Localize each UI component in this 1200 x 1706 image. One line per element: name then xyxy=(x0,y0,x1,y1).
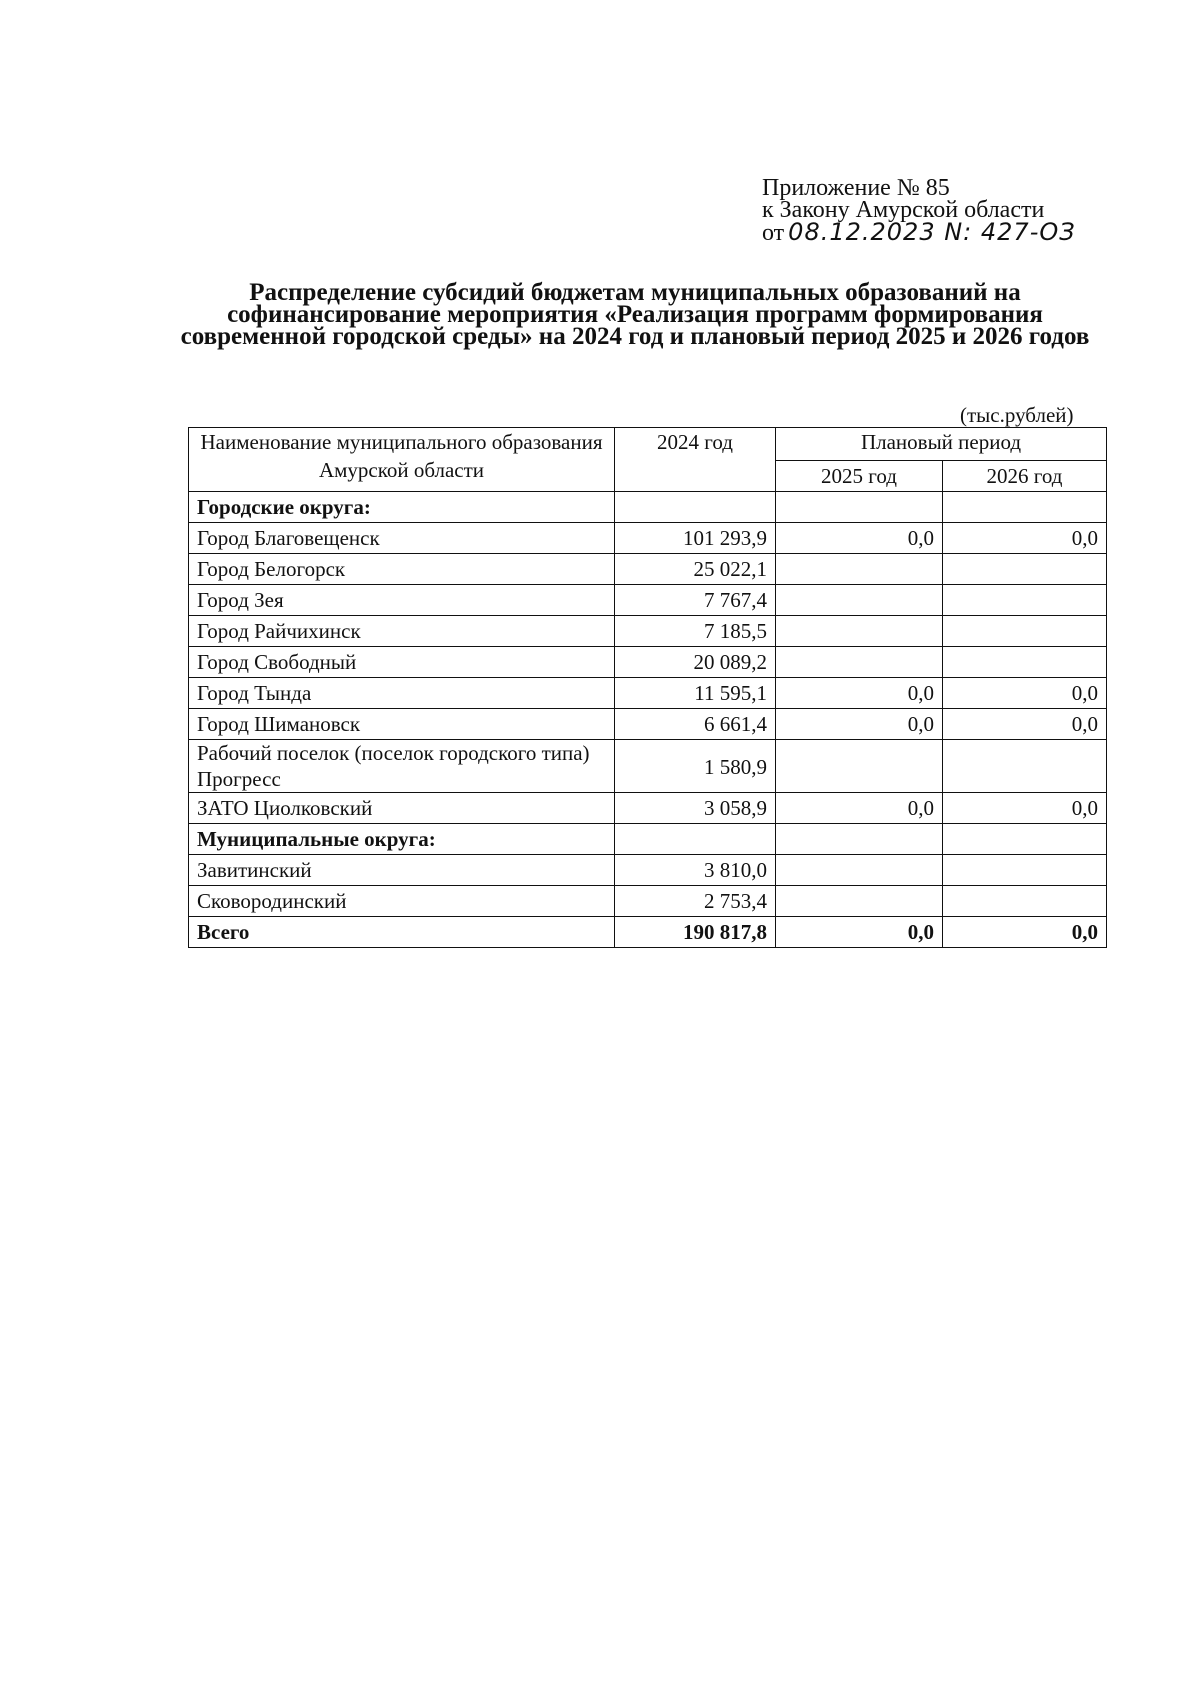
cell-value-2026: 0,0 xyxy=(943,793,1107,824)
subsidy-table xyxy=(188,427,1107,948)
cell-value-2024: 6 661,4 xyxy=(615,709,776,740)
cell-value-2026: 0,0 xyxy=(943,917,1107,948)
cell-value-2026 xyxy=(943,855,1107,886)
table-row xyxy=(189,740,1107,793)
document-title: Распределение субсидий бюджетам муниципальных образований на софинансирование мероприятия «Реализация программ формирования современной городской среды» на 2024 год и плановый период 2025 и 2026 годов xyxy=(180,279,1090,350)
header-year-2025: 2025 год xyxy=(776,461,943,492)
cell-value-2024: 3 810,0 xyxy=(615,855,776,886)
cell-municipality-name: Город Тында xyxy=(189,678,615,709)
cell-value-2025 xyxy=(776,585,943,616)
header-year-2026: 2026 год xyxy=(943,461,1107,492)
cell-value-2024: 3 058,9 xyxy=(615,793,776,824)
table-row xyxy=(189,492,1107,523)
table-header-row-1 xyxy=(189,428,1107,461)
appendix-block xyxy=(762,177,1076,244)
table-row xyxy=(189,793,1107,824)
table-row xyxy=(189,523,1107,554)
cell-municipality-name: Город Шимановск xyxy=(189,709,615,740)
cell-value-2025 xyxy=(776,886,943,917)
cell-value-2025 xyxy=(776,824,943,855)
cell-municipality-name: Город Белогорск xyxy=(189,554,615,585)
cell-municipality-name: Рабочий поселок (поселок городского типа) Прогресс xyxy=(189,740,615,793)
cell-value-2026 xyxy=(943,585,1107,616)
cell-value-2024: 7 185,5 xyxy=(615,616,776,647)
table-row xyxy=(189,554,1107,585)
cell-value-2024 xyxy=(615,492,776,523)
cell-value-2026: 0,0 xyxy=(943,523,1107,554)
cell-value-2026 xyxy=(943,740,1107,793)
cell-value-2025 xyxy=(776,740,943,793)
table-row xyxy=(189,585,1107,616)
cell-value-2026 xyxy=(943,554,1107,585)
cell-value-2025 xyxy=(776,554,943,585)
cell-value-2025: 0,0 xyxy=(776,709,943,740)
cell-value-2025: 0,0 xyxy=(776,917,943,948)
cell-value-2024: 2 753,4 xyxy=(615,886,776,917)
cell-municipality-name: ЗАТО Циолковский xyxy=(189,793,615,824)
table-row xyxy=(189,917,1107,948)
cell-municipality-name: Сковородинский xyxy=(189,886,615,917)
section-heading: Городские округа: xyxy=(189,492,615,523)
cell-value-2025: 0,0 xyxy=(776,523,943,554)
cell-municipality-name: Город Зея xyxy=(189,585,615,616)
cell-value-2024: 1 580,9 xyxy=(615,740,776,793)
table-row xyxy=(189,678,1107,709)
appendix-date-prefix: от xyxy=(762,220,785,246)
table-row xyxy=(189,709,1107,740)
header-municipality-name: Наименование муниципального образования Амурской области xyxy=(189,428,615,492)
cell-value-2026 xyxy=(943,824,1107,855)
cell-value-2026: 0,0 xyxy=(943,678,1107,709)
cell-value-2024: 20 089,2 xyxy=(615,647,776,678)
cell-municipality-name: Город Свободный xyxy=(189,647,615,678)
cell-value-2025 xyxy=(776,492,943,523)
cell-value-2024: 7 767,4 xyxy=(615,585,776,616)
table-row xyxy=(189,647,1107,678)
cell-value-2025: 0,0 xyxy=(776,793,943,824)
table-row xyxy=(189,855,1107,886)
cell-municipality-name: Город Благовещенск xyxy=(189,523,615,554)
appendix-law-reference: к Закону Амурской области xyxy=(762,197,1045,223)
cell-value-2026 xyxy=(943,886,1107,917)
table-row xyxy=(189,616,1107,647)
handwritten-date-number: 08.12.2023 N: 427-ОЗ xyxy=(788,218,1076,246)
cell-value-2024: 11 595,1 xyxy=(615,678,776,709)
total-label: Всего xyxy=(189,917,615,948)
header-planned-period: Плановый период xyxy=(776,428,1107,461)
cell-value-2024: 101 293,9 xyxy=(615,523,776,554)
appendix-number: Приложение № 85 xyxy=(762,175,950,201)
cell-value-2025: 0,0 xyxy=(776,678,943,709)
units-label: (тыс.рублей) xyxy=(960,403,1074,427)
cell-value-2026: 0,0 xyxy=(943,709,1107,740)
cell-value-2024 xyxy=(615,824,776,855)
cell-value-2024: 190 817,8 xyxy=(615,917,776,948)
cell-municipality-name: Завитинский xyxy=(189,855,615,886)
table-row xyxy=(189,824,1107,855)
cell-municipality-name: Город Райчихинск xyxy=(189,616,615,647)
appendix-date-row xyxy=(762,218,1076,246)
section-heading: Муниципальные округа: xyxy=(189,824,615,855)
cell-value-2025 xyxy=(776,647,943,678)
cell-value-2026 xyxy=(943,647,1107,678)
cell-value-2026 xyxy=(943,492,1107,523)
header-year-2024: 2024 год xyxy=(615,428,776,492)
cell-value-2024: 25 022,1 xyxy=(615,554,776,585)
cell-value-2025 xyxy=(776,616,943,647)
cell-value-2025 xyxy=(776,855,943,886)
table-row xyxy=(189,886,1107,917)
cell-value-2026 xyxy=(943,616,1107,647)
